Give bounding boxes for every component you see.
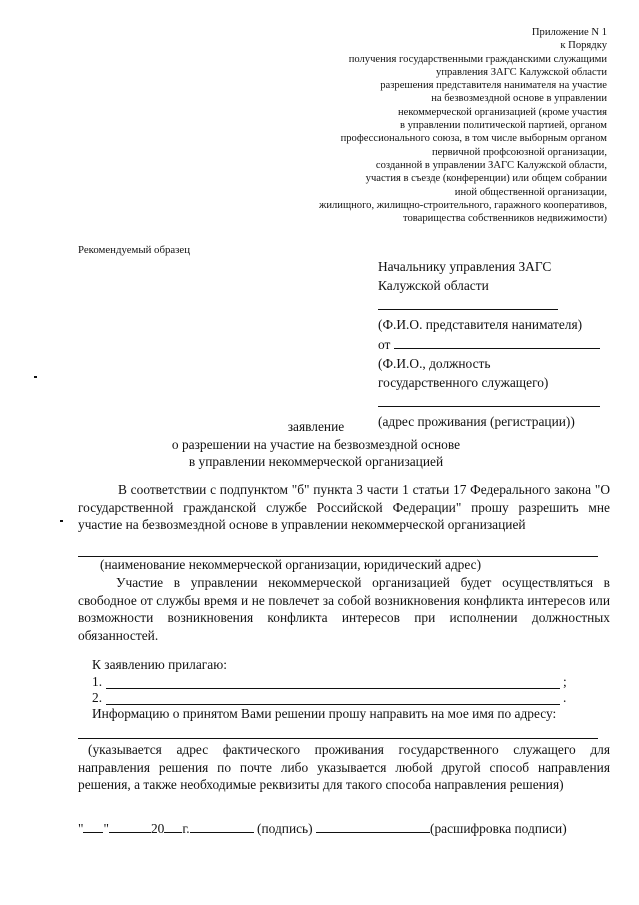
appendix-line: получения государственными гражданскими служащими (348, 53, 607, 65)
appendix-line: разрешения представителя нанимателя на участие (380, 80, 607, 92)
title-line-3: в управлении некоммерческой организацией (188, 454, 444, 469)
appendix-line: иной общественной организации, (454, 186, 607, 198)
employer-name-note: (Ф.И.О. представителя нанимателя) (378, 316, 583, 332)
attachment-1-field[interactable] (106, 688, 560, 689)
addressee-block (378, 258, 618, 431)
attachment-1-end: ; (563, 674, 567, 689)
appendix-line: к Порядку (560, 40, 607, 52)
date-month-field[interactable] (109, 818, 151, 833)
appendix-line: некоммерческой организацией (кроме участия (398, 106, 607, 118)
date-open-quote: " (78, 821, 84, 836)
appendix-line: в управлении политической партией, органом (399, 120, 607, 132)
applicant-position-note: государственного служащего) (378, 374, 549, 390)
info-request: Информацию о принятом Вами решении прошу направить на мое имя по адресу: (92, 706, 557, 721)
appendix-line: Приложение N 1 (531, 27, 607, 38)
signature-row (78, 818, 567, 837)
employer-name-field[interactable] (378, 295, 618, 316)
signature-field[interactable] (316, 818, 430, 833)
from-label: от (378, 337, 391, 353)
title-line-2: о разрешении на участие на безвозмездной основе (171, 436, 461, 452)
attachment-2-field[interactable] (106, 704, 560, 705)
organization-name-note: (наименование некоммерческой организации, юридический адрес) (100, 557, 482, 572)
appendix-line: первичной профсоюзной организации, (432, 146, 607, 158)
appendix-line: созданной в управлении ЗАГС Калужской области, (375, 159, 607, 171)
recommended-sample-label: Рекомендуемый образец (78, 244, 190, 256)
address-field[interactable] (378, 392, 618, 413)
appendix-line: товарищества собственников недвижимости) (403, 213, 607, 225)
appendix-line: на безвозмездной основе в управлении (431, 93, 607, 105)
year-prefix: 20 (150, 821, 165, 836)
appendix-header (267, 26, 607, 225)
date-extra-field[interactable] (190, 818, 254, 833)
conflict-paragraph: Участие в управлении некоммерческой организацией будет осуществляться в свободное от службы время и не повлечет за собой возникновения конфликта интересов или возможности возникновения конфликта интересов при исполнении должностных обязанностей. (78, 575, 610, 643)
delivery-address-field[interactable] (78, 738, 598, 739)
appendix-line: участия в съезде (конференции) или общем собрании (365, 173, 607, 185)
date-close-quote: " (103, 821, 109, 836)
year-suffix: г. (182, 821, 190, 836)
from-row (378, 334, 618, 355)
applicant-name-field[interactable] (394, 334, 600, 349)
addressee-line-2: Калужской области (378, 277, 489, 293)
appendix-line: жилищного, жилищно-строительного, гаражного кооперативов, (319, 199, 607, 211)
decode-label: (расшифровка подписи) (429, 821, 567, 836)
addressee-line-1: Начальнику управления ЗАГС (378, 259, 552, 274)
applicant-name-note: (Ф.И.О., должность (378, 355, 491, 371)
title-line-1: заявление (287, 419, 345, 434)
scan-mark (34, 376, 37, 378)
request-paragraph: В соответствии с подпунктом "б" пункта 3 части 1 статьи 17 Федерального закона "О государственной гражданской службе Российской Федерации" прошу разрешить мне участие на безвозмездной основе в управлении некоммерческой организацией (78, 482, 610, 533)
document-title (90, 418, 542, 471)
attachment-2-end: . (563, 690, 567, 705)
attachments-intro: К заявлению прилагаю: (92, 657, 227, 672)
delivery-note-paragraph: (указывается адрес фактического проживания государственного служащего для направления решения по почте либо указывается любой другой способ направления решения, а также необходимые реквизиты для такого способа направления решения) (78, 742, 610, 793)
date-year-field[interactable] (164, 818, 182, 833)
date-day-field[interactable] (83, 818, 103, 833)
signature-label: (подпись) (257, 821, 313, 836)
scan-mark (60, 520, 63, 522)
appendix-line: профессионального союза, в том числе выборным органом (340, 133, 607, 145)
address-note: (адрес проживания (регистрации)) (378, 413, 575, 429)
attachment-2-number: 2. (92, 690, 103, 705)
attachment-1-number: 1. (92, 674, 103, 689)
appendix-line: управления ЗАГС Калужской области (436, 66, 607, 78)
